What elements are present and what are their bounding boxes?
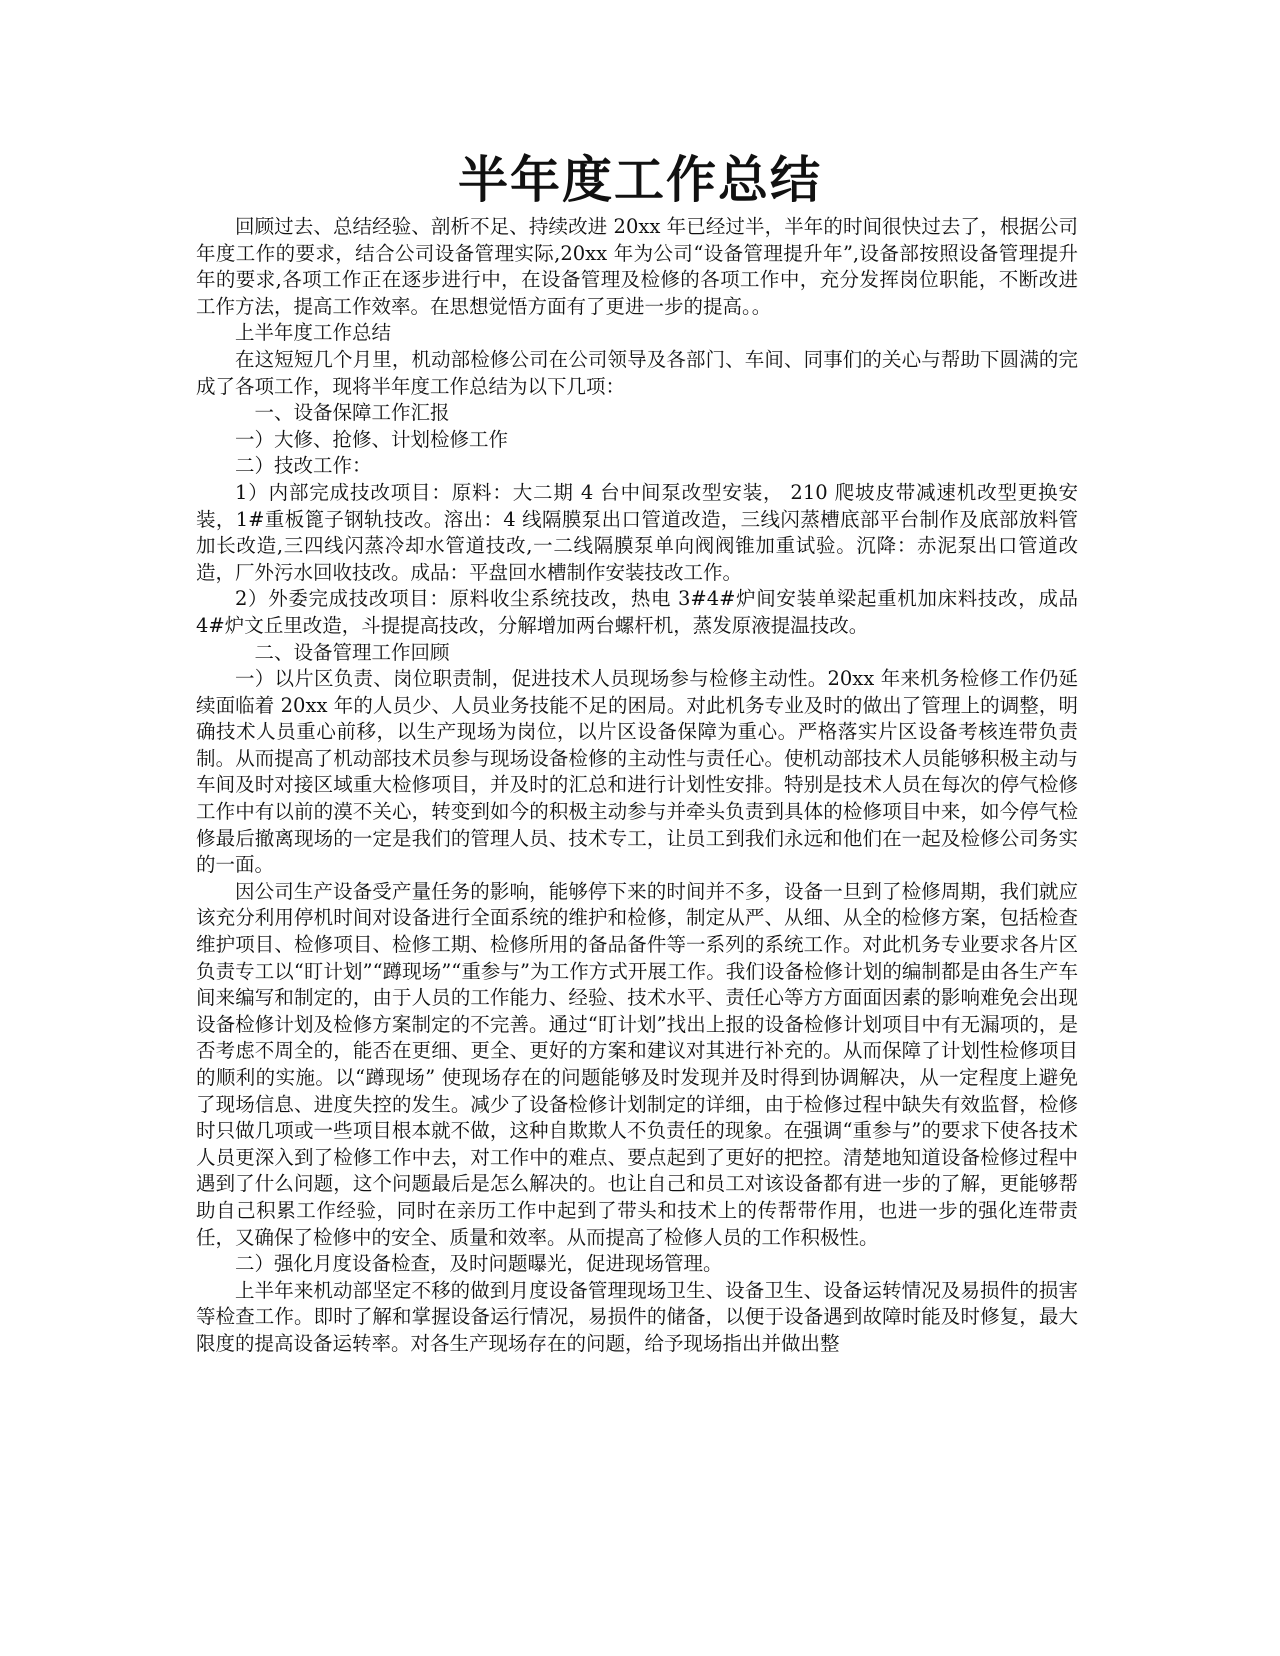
section-heading: 上半年度工作总结 — [235, 321, 392, 345]
body-paragraph: 一）以片区负责、岗位职责制，促进技术人员现场参与检修主动性。20xx 年来机务检修工作仍延续面临着 20xx 年的人员少、人员业务技能不足的困局。对此机务专业及时的做出了管理上的调整，明确技术人员重心前移，以生产现场为岗位，以片区设备保障为重心。严格落实片区设备考核连带负责制。从而提高了机动部技术员参与现场设备检修的主动性与责任心。使机动部技术人员能够积极主动与车间及时对接区域重大检修项目，并及时的汇总和进行计划性安排。特别是技术人员在每次的停气检修工作中有以前的漠不关心，转变到如今的积极主动参与并牵头负责到具体的检修项目中来，如今停气检修最后撤离现场的一定是我们的管理人员、技术专工，让员工到我们永远和他们在一起及检修公司务实的一面。 — [196, 667, 1078, 877]
body-paragraph: 回顾过去、总结经验、剖析不足、持续改进 20xx 年已经过半，半年的时间很快过去了，根据公司年度工作的要求，结合公司设备管理实际,20xx 年为公司“设备管理提升年”,设备部按照设备管理提升年的要求,各项工作正在逐步进行中，在设备管理及检修的各项工作中，充分发挥岗位职能，不断改进工作方法，提高工作效率。在思想觉悟方面有了更进一步的提高。。 — [196, 215, 1078, 318]
body-paragraph: 1）内部完成技改项目：原料：大二期 4 台中间泵改型安装， 210 爬坡皮带减速机改型更换安装，1#重板篦子钢轨技改。溶出：4 线隔膜泵出口管道改造，三线闪蒸槽底部平台制作及底部放料管加长改造,三四线闪蒸冷却水管道技改,一二线隔膜泵单向阀阀锥加重试验。沉降：赤泥泵出口管道改造，厂外污水回收技改。成品：平盘回水槽制作安装技改工作。 — [196, 480, 1078, 584]
section-heading: 二）技改工作： — [235, 454, 372, 478]
document-title: 半年度工作总结 — [458, 150, 822, 209]
document-body — [196, 214, 1078, 1358]
section-heading: 二）强化月度设备检查，及时问题曝光，促进现场管理。 — [235, 1252, 723, 1276]
section-heading: 一）大修、抢修、计划检修工作 — [235, 427, 509, 451]
body-paragraph: 2）外委完成技改项目：原料收尘系统技改，热电 3#4#炉间安装单梁起重机加床料技改，成品 4#炉文丘里改造，斗提提高技改，分解增加两台螺杆机，蒸发原液提温技改。 — [196, 587, 1078, 637]
body-paragraph: 在这短短几个月里，机动部检修公司在公司领导及各部门、车间、同事们的关心与帮助下圆满的完成了各项工作，现将半年度工作总结为以下几项： — [196, 347, 1078, 398]
section-heading: 二、设备管理工作回顾 — [254, 640, 450, 664]
body-paragraph: 上半年来机动部坚定不移的做到月度设备管理现场卫生、设备卫生、设备运转情况及易损件的损害等检查工作。即时了解和掌握设备运行情况，易损件的储备，以便于设备遇到故障时能及时修复，最大限度的提高设备运转率。对各生产现场存在的问题，给予现场指出并做出整 — [196, 1278, 1078, 1355]
section-heading: 一、设备保障工作汇报 — [254, 401, 450, 425]
body-paragraph: 因公司生产设备受产量任务的影响，能够停下来的时间并不多，设备一旦到了检修周期，我们就应该充分利用停机时间对设备进行全面系统的维护和检修，制定从严、从细、从全的检修方案，包括检查维护项目、检修项目、检修工期、检修所用的备品备件等一系列的系统工作。对此机务专业要求各片区负责专工以“盯计划”“蹲现场”“重参与”为工作方式开展工作。我们设备检修计划的编制都是由各生产车间来编写和制定的，由于人员的工作能力、经验、技术水平、责任心等方方面面因素的影响难免会出现设备检修计划及检修方案制定的不完善。通过“盯计划”找出上报的设备检修计划项目中有无漏项的，是否考虑不周全的，能否在更细、更全、更好的方案和建议对其进行补充的。从而保障了计划性检修项目的顺利的实施。以“蹲现场” 使现场存在的问题能够及时发现并及时得到协调解决，从一定程度上避免了现场信息、进度失控的发生。减少了设备检修计划制定的详细，由于检修过程中缺失有效监督，检修时只做几项或一些项目根本就不做，这种自欺欺人不负责任的现象。在强调“重参与”的要求下使各技术人员更深入到了检修工作中去，对工作中的难点、要点起到了更好的把控。清楚地知道设备检修过程中遇到了什么问题，这个问题最后是怎么解决的。也让自己和员工对该设备都有进一步的了解，更能够帮助自己积累工作经验，同时在亲历工作中起到了带头和技术上的传帮带作用，也进一步的强化连带责任，又确保了检修中的安全、质量和效率。从而提高了检修人员的工作积极性。 — [196, 879, 1078, 1249]
